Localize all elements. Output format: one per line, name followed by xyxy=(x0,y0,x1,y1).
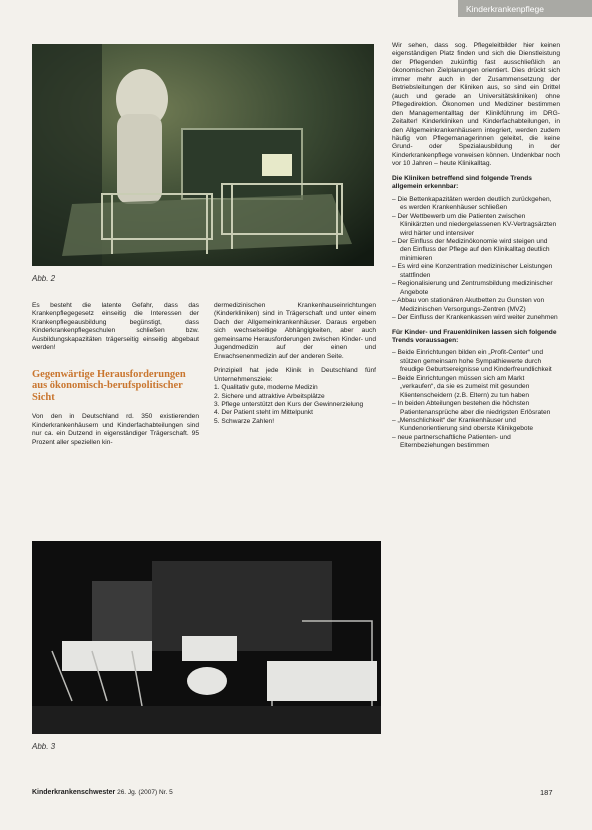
section-title: Kinderkrankenpflege xyxy=(466,3,544,14)
issue-info: 26. Jg. (2007) Nr. 5 xyxy=(117,789,173,796)
page-number: 187 xyxy=(540,788,553,797)
body-paragraph: dermedizinischen Krankenhauseinrichtungen (Kinderkliniken) sind in Trägerschaft und unter einem Dach der Allgemeinkrankenhäuser. Daraus ergeben sich wechselseitige Abhängigkeiten, aber auch gemeinsame Herausforderungen zwischen Kinder- und Jugendmedizin auf der einen und Erwachsenenmedizin auf der anderen Seite. xyxy=(214,302,376,360)
body-paragraph: Prinzipiell hat jede Klinik in Deutschland fünf Unternehmensziele: xyxy=(214,367,376,383)
subheading: Für Kinder- und Frauenkliniken lassen sich folgende Trends voraussagen: xyxy=(392,328,557,344)
text-column-3 xyxy=(392,42,560,451)
figure-photo-historic-ward xyxy=(32,541,381,734)
goals-list xyxy=(214,384,376,426)
list-item: – Der Einfluss der Krankenkassen wird weiter zunehmen xyxy=(392,314,558,322)
list-item: 4. Der Patient steht im Mittelpunkt xyxy=(214,409,313,417)
figure-caption: Abb. 3 xyxy=(32,742,56,751)
trends-list xyxy=(392,349,560,450)
text-column-1 xyxy=(32,302,199,447)
list-item: – neue partnerschaftliche Patienten- und Elternbeziehungen bestimmen xyxy=(392,433,511,450)
list-item: – Der Einfluss der Medizinökonomie wird steigen und den Einfluss der Pflege auf den Klinikalltag deutlich minimieren xyxy=(392,237,550,262)
journal-name: Kinderkrankenschwester xyxy=(32,789,116,796)
list-item: 5. Schwarze Zahlen! xyxy=(214,417,275,425)
list-item: – Regionalisierung und Zentrumsbildung medizinischer Angebote xyxy=(392,280,553,296)
text-column-2 xyxy=(214,302,376,426)
subheading: Die Kliniken betreffend sind folgende Trends allgemein erkennbar: xyxy=(392,174,532,191)
photo-historic-ward-illustration xyxy=(32,541,381,734)
list-item: 1. Qualitativ gute, moderne Medizin xyxy=(214,384,318,392)
section-tab xyxy=(458,0,592,17)
list-item: – Es wird eine Konzentration medizinischer Leistungen stattfinden xyxy=(392,263,553,279)
list-item: – Abbau von stationären Akutbetten zu Gunsten von Medizinischen Versorgungs-Zentren (MVZ) xyxy=(392,297,545,313)
trends-list xyxy=(392,196,560,323)
section-heading: Gegenwärtige Herausforderungen aus ökonomisch-berufspolitischer Sicht xyxy=(32,368,186,403)
list-item: – Der Wettbewerb um die Patienten zwischen Klinikärzten und niedergelassenen KV-Vertragsärzten wird härter und intensiver xyxy=(392,212,557,237)
list-item: 2. Sichere und attraktive Arbeitsplätze xyxy=(214,392,325,400)
photo-nurse-cribs-illustration xyxy=(32,44,374,266)
body-paragraph: Von den in Deutschland rd. 350 existierenden Kinderkrankenhäusern und Kinderfachabteilungen sind nur ca. ein Dutzend in eigenständiger Trägerschaft. 95 Prozent aller speziellen kin- xyxy=(32,413,199,446)
list-item: – Beide Einrichtungen bilden ein „Profit-Center“ und stützen gemeinsam hohe Sympathiewerte durch freudige Geburtsereignisse und Kinderfreundlichkeit xyxy=(392,349,552,374)
figure-photo-nurse-cribs xyxy=(32,44,374,266)
list-item: – Die Bettenkapazitäten werden deutlich zurückgehen, es werden Krankenhäuser schließen xyxy=(392,195,552,212)
list-item: – In beiden Abteilungen bestehen die höchsten Patientenansprüche aber die niedrigsten Erlösraten xyxy=(392,400,551,416)
list-item: – „Menschlichkeit“ der Krankenhäuser und Kundenorientierung sind oberste Klinikgebote xyxy=(392,417,534,433)
figure-caption: Abb. 2 xyxy=(32,274,56,283)
body-paragraph: Wir sehen, dass sog. Pflegeleitbilder hier keinen eigenständigen Platz finden und sich die Dienstleistung der Pflegenden zukünftig fast ausschließlich an ökonomischen Zielplanungen orientiert. Dies drückt sich immer mehr auch in der Zusammensetzung der Betriebsleitungen der Kliniken aus, so sind ein Drittel (auch und gerade an Universitätskliniken) ohne Pflegedirektion. Ökonomen und Mediziner bestimmen den Managementalltag der Klinikführung im DRG-Zeitalter! Kinderkliniken und Kinderfachabteilungen, in den Allgemeinkrankenhäusern integriert, werden zudem häufig von Pflegemanagerinnen geleitet, die keine Grund- oder Spezialausbildung in der Kinderkrankenpflege vorweisen können. Undenkbar noch vor 10 Jahren – heute Klinikalltag. xyxy=(392,42,560,168)
footer-citation xyxy=(32,789,173,796)
list-item: – Beide Einrichtungen müssen sich am Markt „verkaufen“, da sie es zumeist mit gesunden Klientenscheidern (z.B. Eltern) zu tun haben xyxy=(392,374,530,399)
intro-paragraph: Es besteht die latente Gefahr, dass das Krankenpflegegesetz einseitig die Interessen der Krankenpflegeausbildung begünstigt, dass Kinderkrankenpflegeschulen schließen bzw. Ausbildungskapazitäten trägerseitig einseitig abgebaut werden! xyxy=(32,302,199,352)
list-item: 3. Pflege unterstützt den Kurs der Gewinnerzielung xyxy=(214,400,364,408)
